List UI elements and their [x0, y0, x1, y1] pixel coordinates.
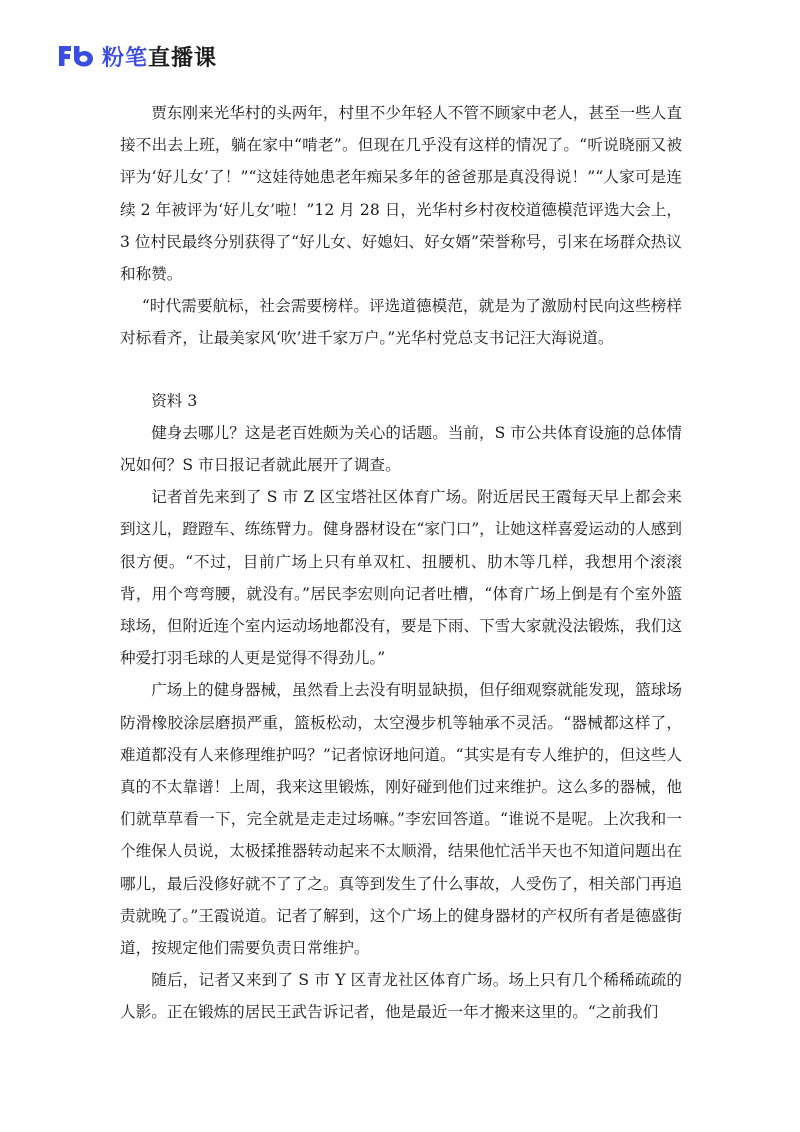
brand-name	[102, 41, 217, 72]
section-gap	[120, 355, 682, 385]
paragraph: “时代需要航标，社会需要榜样。评选道德模范，就是为了激励村民向这些榜样对标看齐，让最美家风‘吹’进千家万户。”光华村党总支书记汪大海说道。	[120, 297, 682, 348]
page-header	[56, 40, 217, 72]
paragraph: 健身去哪儿？这是老百姓颇为关心的话题。当前，S 市公共体育设施的总体情况如何？S 市日报记者就此展开了调查。	[120, 423, 682, 475]
paragraph: 广场上的健身器械，虽然看上去没有明显缺损，但仔细观察就能发现，篮球场防滑橡胶涂层磨损严重，篮板松动，太空漫步机等轴承不灵活。“器械都这样了，难道都没有人来修理维护吗？”记者惊讶地问道。“其实是有专人维护的，但这些人真的不太靠谱！上周，我来这里锻炼，刚好碰到他们过来维护。这么多的器械，他们就草草看一下，完全就是走走过场嘛。”李宏回答道。“谁说不是呢。上次我和一个维保人员说，太极揉推器转动起来不太顺滑，结果他忙活半天也不知道问题出在哪儿，最后没修好就不了了之。真等到发生了什么事故，人受伤了，相关部门再追责就晚了。”王霞说道。记者了解到，这个广场上的健身器材的产权所有者是德盛街道，按规定他们需要负责日常维护。	[120, 681, 682, 958]
document-body	[120, 97, 682, 1029]
brand-name-rest: 直播课	[148, 45, 218, 71]
paragraph: 随后，记者又来到了 S 市 Y 区青龙社区体育广场。场上只有几个稀稀疏疏的人影。正在锻炼的居民王武告诉记者，他是最近一年才搬来这里的。“之前我们	[120, 971, 682, 1022]
fenbi-logo-icon	[56, 43, 96, 69]
paragraph: 贾东刚来光华村的头两年，村里不少年轻人不管不顾家中老人，甚至一些人直接不出去上班，躺在家中“啃老”。但现在几乎没有这样的情况了。“听说晓丽又被评为‘好儿女’了！”“这娃待她患老年痴呆多年的爸爸那是真没得说！”“人家可是连续 2 年被评为‘好儿女’啦！”12 月 28 日，光华村乡村夜校道德模范评选大会上，3 位村民最终分别获得了“好儿女、好媳妇、好女婿”荣誉称号，引来在场群众热议和称赞。	[120, 104, 682, 284]
section-title: 资料 3	[151, 391, 198, 410]
paragraph: 记者首先来到了 S 市 Z 区宝塔社区体育广场。附近居民王霞每天早上都会来到这儿，蹬蹬车、练练臂力。健身器材设在“家门口”，让她这样喜爱运动的人感到很方便。“不过，目前广场上只有单双杠、扭腰机、肋木等几样，我想用个滚滚背，用个弯弯腰，就没有。”居民李宏则向记者吐槽，“体育广场上倒是有个室外篮球场，但附近连个室内运动场地都没有，要是下雨、下雪大家就没法锻炼，我们这种爱打羽毛球的人更是觉得不得劲儿。”	[120, 488, 682, 668]
brand-name-accent: 粉笔	[102, 45, 149, 71]
